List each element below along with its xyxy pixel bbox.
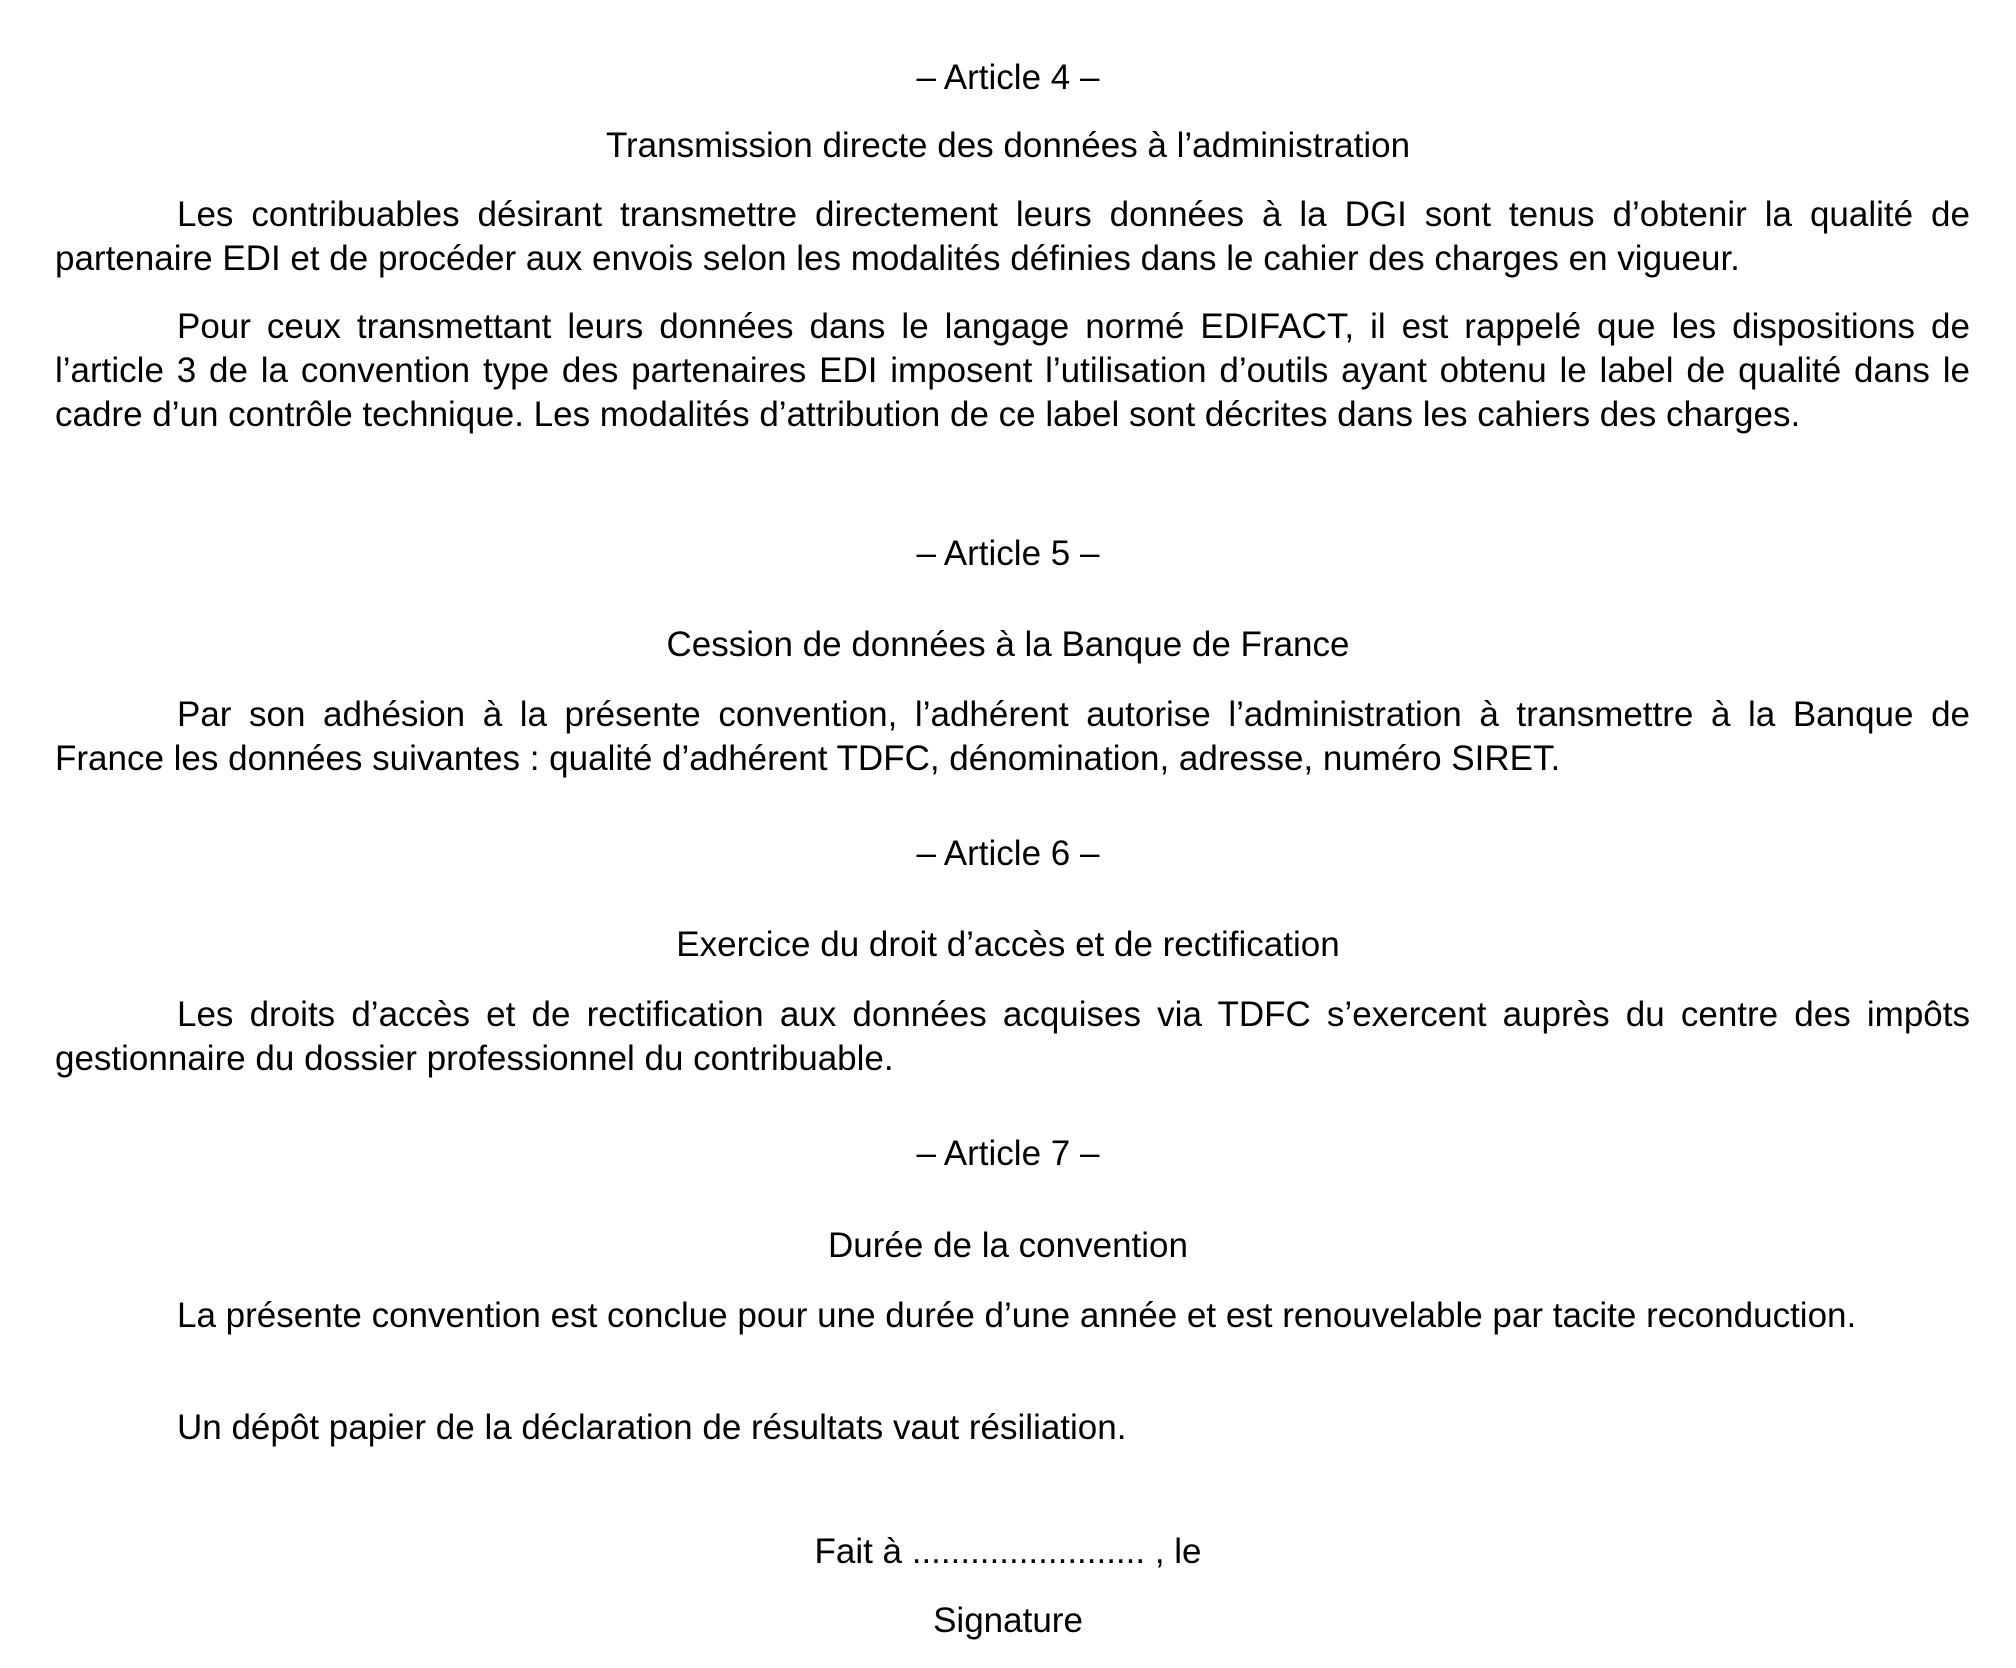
article-4-title: Transmission directe des données à l’administration bbox=[605, 126, 1411, 165]
article-4-paragraph-1: Les contribuables désirant transmettre directement leurs données à la DGI sont tenus d’obtenir la qualité de partenaire EDI et de procéder aux envois selon les modalités définies dans le cahier des charges en vigueur. bbox=[55, 195, 1970, 278]
article-7-heading: – Article 7 – bbox=[916, 1134, 1100, 1173]
signature-label: Signature bbox=[933, 1601, 1083, 1640]
article-4-paragraph-2: Pour ceux transmettant leurs données dans le langage normé EDIFACT, il est rappelé que les dispositions de l’article 3 de la convention type des partenaires EDI imposent l’utilisation d’outils ayant obtenu le label de qualité dans le cadre d’un contrôle technique. Les modalités d’attribution de ce label sont décrites dans les cahiers des charges. bbox=[55, 307, 1970, 434]
article-6-heading: – Article 6 – bbox=[916, 834, 1100, 873]
article-7-paragraph-1: La présente convention est conclue pour une durée d’une année et est renouvelable par tacite reconduction. bbox=[177, 1296, 1857, 1335]
article-5-heading: – Article 5 – bbox=[916, 534, 1100, 573]
article-7-title: Durée de la convention bbox=[828, 1226, 1188, 1265]
place-date-line: Fait à ........................ , le bbox=[814, 1532, 1202, 1571]
article-4-heading: – Article 4 – bbox=[916, 58, 1100, 97]
article-5-title: Cession de données à la Banque de France bbox=[666, 625, 1350, 664]
article-5-paragraph-1: Par son adhésion à la présente convention, l’adhérent autorise l’administration à transmettre à la Banque de France les données suivantes : qualité d’adhérent TDFC, dénomination, adresse, numéro SIRET. bbox=[55, 695, 1970, 778]
article-6-paragraph-1: Les droits d’accès et de rectification aux données acquises via TDFC s’exercent auprès du centre des impôts gestionnaire du dossier professionnel du contribuable. bbox=[55, 995, 1970, 1078]
article-7-paragraph-2: Un dépôt papier de la déclaration de résultats vaut résiliation. bbox=[177, 1408, 1127, 1447]
article-6-title: Exercice du droit d’accès et de rectification bbox=[676, 925, 1340, 964]
